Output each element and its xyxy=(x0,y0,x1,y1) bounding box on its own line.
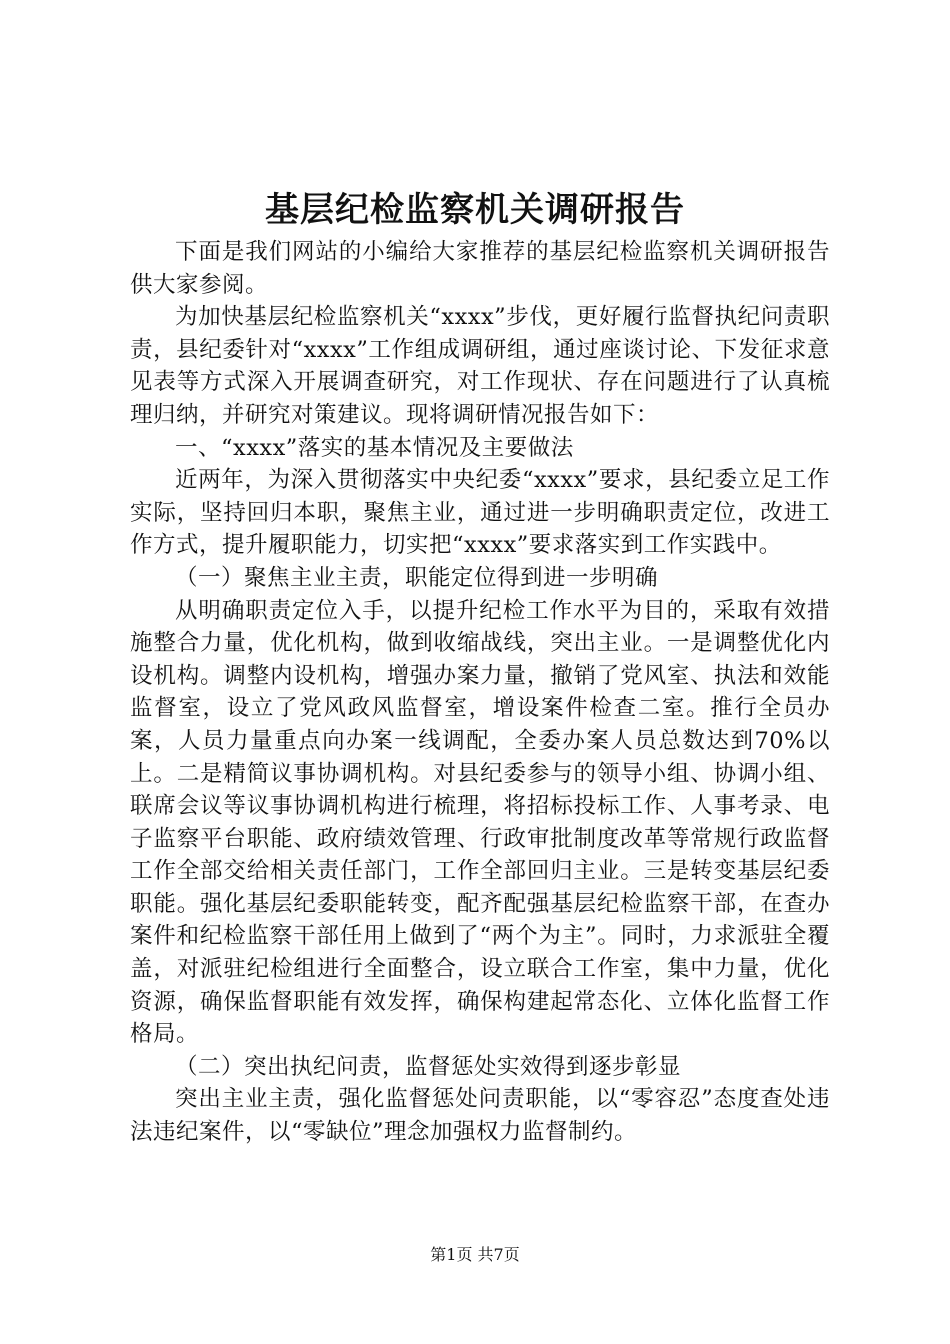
page-number-footer: 第1页 共7页 xyxy=(430,1245,520,1264)
purpose-paragraph: 为加快基层纪检监察机关“xxxx”步伐，更好履行监督执纪问责职责，县纪委针对“xxxx”工作组成调研组，通过座谈讨论、下发征求意见表等方式深入开展调查研究，对工作现状、存在问题进行了认真梳理归纳，并研究对策建议。现将调研情况报告如下： xyxy=(130,304,830,428)
subsection-heading-2: （二）突出执纪问责，监督惩处实效得到逐步彰显 xyxy=(175,1053,682,1080)
intro-paragraph: 下面是我们网站的小编给大家推荐的基层纪检监察机关调研报告供大家参阅。 xyxy=(130,239,830,298)
document-title: 基层纪检监察机关调研报告 xyxy=(265,190,685,230)
subsection-2-paragraph: 突出主业主责，强化监督惩处问责职能，以“零容忍”态度查处违法违纪案件，以“零缺位”理念加强权力监督制约。 xyxy=(130,1086,830,1146)
document-body xyxy=(130,236,830,1149)
subsection-1-paragraph: 从明确职责定位入手，以提升纪检工作水平为目的，采取有效措施整合力量，优化机构，做到收缩战线，突出主业。一是调整优化内设机构。调整内设机构，增强办案力量，撤销了党风室、执法和效能监督室，设立了党风政风监督室，增设案件检查二室。推行全员办案，人员力量重点向办案一线调配，全委办案人员总数达到70%以上。二是精简议事协调机构。对县纪委参与的领导小组、协调小组、联席会议等议事协调机构进行梳理，将招标投标工作、人事考录、电子监察平台职能、政府绩效管理、行政审批制度改革等常规行政监督工作全部交给相关责任部门，工作全部回归主业。三是转变基层纪委职能。强化基层纪委职能转变，配齐配强基层纪检监察干部，在查办案件和纪检监察干部任用上做到了“两个为主”。同时，力求派驻全覆盖，对派驻纪检组进行全面整合，设立联合工作室，集中力量，优化资源，确保监督职能有效发挥，确保构建起常态化、立体化监督工作格局。 xyxy=(130,597,830,1048)
subsection-heading-1: （一）聚焦主业主责，职能定位得到进一步明确 xyxy=(175,564,659,591)
section-heading-1: 一、“xxxx”落实的基本情况及主要做法 xyxy=(175,434,574,461)
section-1-paragraph: 近两年，为深入贯彻落实中央纪委“xxxx”要求，县纪委立足工作实际，坚持回归本职，聚焦主业，通过进一步明确职责定位，改进工作方式，提升履职能力，切实把“xxxx”要求落实到工作实践中。 xyxy=(130,467,830,559)
